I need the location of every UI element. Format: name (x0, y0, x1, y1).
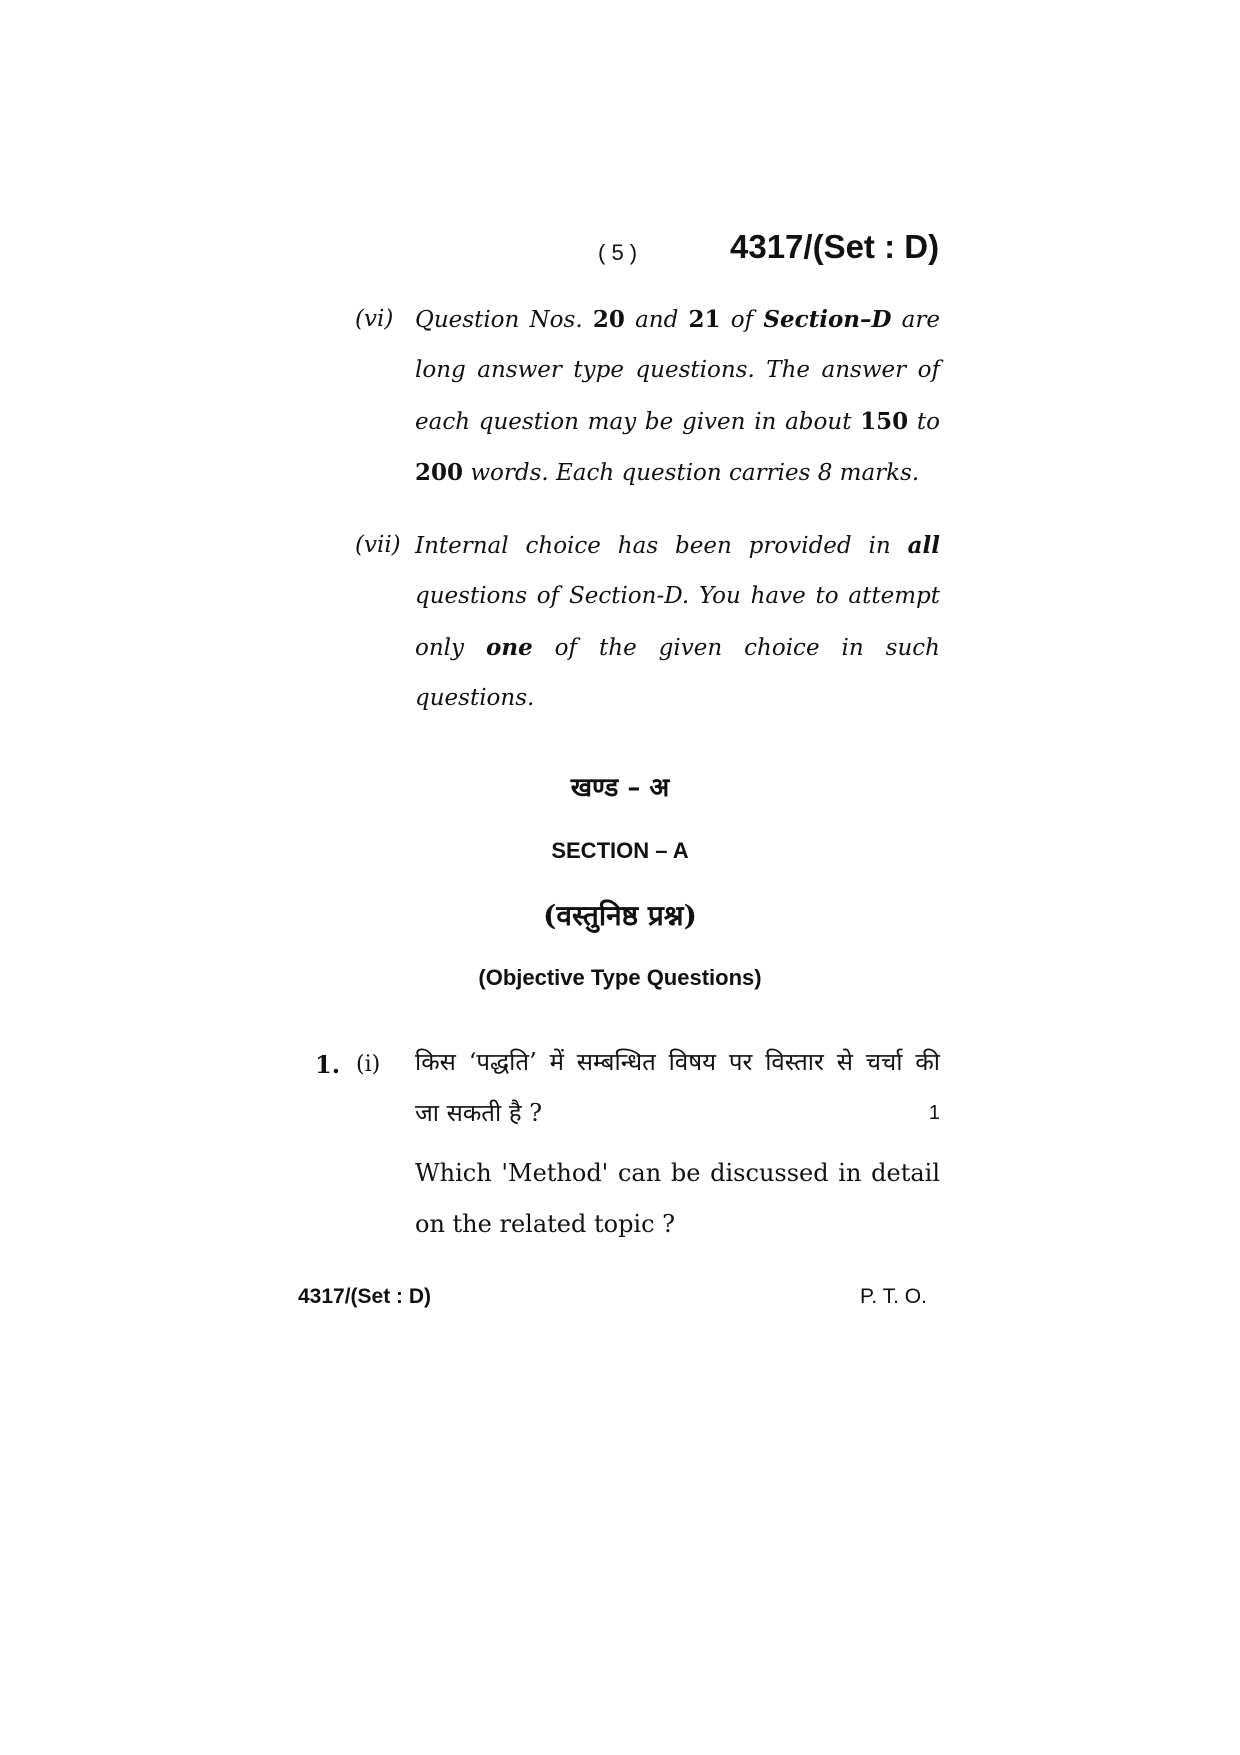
text-run: of (720, 307, 764, 333)
instruction-line (415, 622, 940, 673)
text-run-bold: all (907, 532, 940, 559)
instruction-vi (355, 306, 940, 526)
instruction-line (415, 571, 940, 622)
question-number: 1. (315, 1050, 341, 1079)
instruction-text (415, 520, 940, 724)
instruction-label: (vi) (355, 306, 394, 332)
instruction-label: (vii) (355, 532, 401, 558)
instruction-vii (355, 532, 940, 752)
question-hindi-line (415, 1088, 940, 1139)
text-run: only (415, 635, 486, 661)
text-run: Question Nos. (415, 307, 593, 333)
text-run: questions. (415, 685, 535, 711)
instruction-text (415, 294, 940, 498)
instruction-line (415, 396, 940, 447)
text-run: words. Each question carries 8 marks. (463, 460, 920, 486)
question-english (415, 1148, 940, 1250)
instruction-line (415, 447, 940, 498)
question-subpart: (i) (356, 1052, 381, 1077)
text-run-bold: 20 (592, 306, 625, 333)
section-title: SECTION – A (551, 838, 689, 863)
question-marks: 1 (928, 1102, 940, 1124)
instruction-line (415, 294, 940, 345)
section-subtitle: (Objective Type Questions) (478, 965, 762, 990)
footer-pto: P. T. O. (860, 1285, 927, 1308)
instruction-line (415, 345, 940, 396)
text-run: Internal choice has been provided in (415, 533, 908, 559)
text-run-bold: 150 (860, 408, 909, 435)
text-run: each question may be given in about (415, 409, 861, 435)
question-english-line: Which 'Method' can be discussed in detail (415, 1159, 940, 1187)
footer-paper-code: 4317/(Set : D) (298, 1285, 432, 1308)
paper-code-header: 4317/(Set : D) (730, 228, 940, 265)
section-hindi-title: खण्ड – अ (570, 773, 670, 803)
question-english-line: on the related topic ? (415, 1210, 676, 1238)
text-run-bold: 21 (688, 306, 721, 333)
text-run-bold: Section–D (763, 306, 892, 333)
page-number: ( 5 ) (598, 240, 638, 265)
text-run-bold: one (486, 634, 533, 661)
text-run: questions of Section-D. You have to attempt (415, 583, 940, 609)
instruction-line (415, 673, 940, 724)
text-run: of the given choice in such (532, 635, 940, 661)
text-run: are (891, 307, 940, 333)
section-hindi-subtitle: (वस्तुनिष्ठ प्रश्न) (543, 899, 697, 932)
text-run: and (624, 307, 689, 333)
text-run-bold: 200 (415, 459, 464, 486)
text-run: long answer type questions. The answer of (415, 357, 940, 383)
question-hindi-line: किस ‘पद्धति’ में सम्बन्धित विषय पर विस्तार से चर्चा की (415, 1048, 940, 1076)
question-hindi-line-text: जा सकती है ? (415, 1099, 543, 1127)
instruction-line (415, 520, 940, 571)
question-hindi (415, 1037, 940, 1139)
text-run: to (908, 409, 941, 435)
